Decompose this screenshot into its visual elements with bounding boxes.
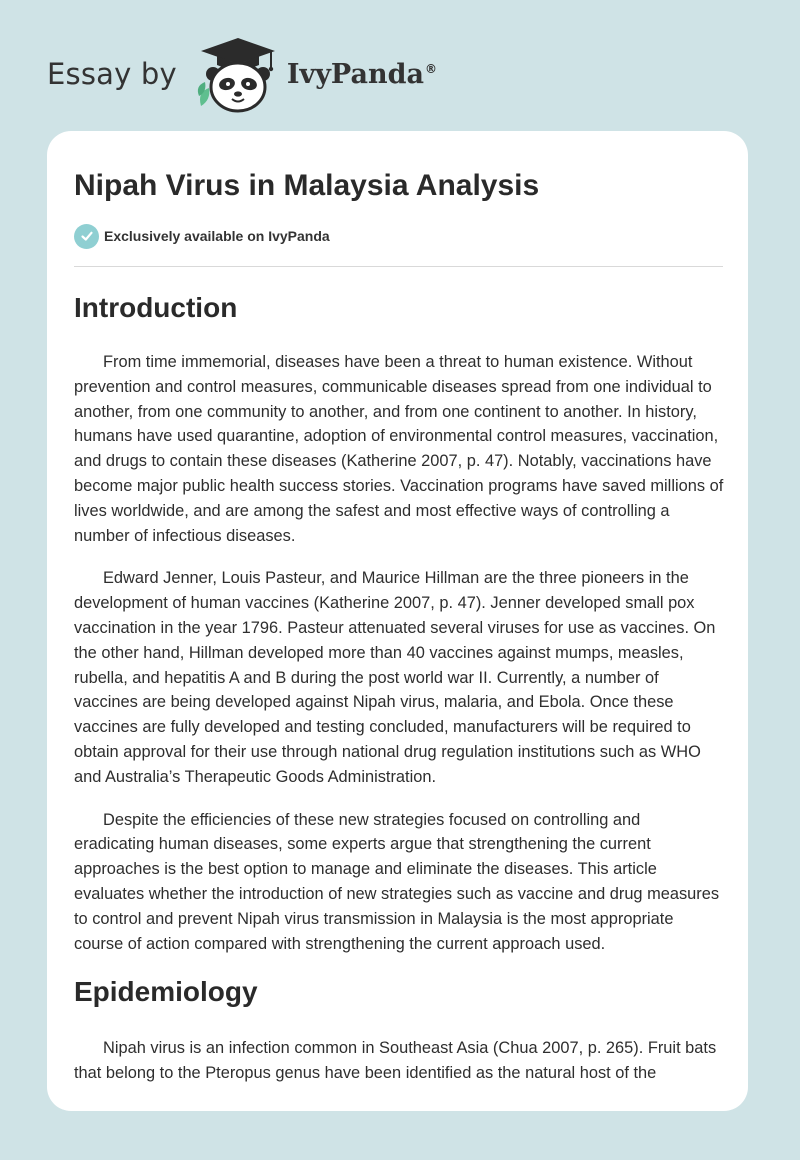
- title-divider: [74, 266, 723, 267]
- paragraph: Edward Jenner, Louis Pasteur, and Maurice Hillman are the three pioneers in the development of human vaccines (Katherine 2007, p. 47). Jenner developed small pox vaccination in the year 1796. Pasteur attenuated several viruses for use as vaccines. On the other hand, Hillman developed more than 40 vaccines against mumps, measles, rubella, and hepatitis A and B during the post world war II. Currently, a number of vaccines are being developed against Nipah virus, malaria, and Ebola. Once these vaccines are fully developed and testing concluded, manufacturers will be required to obtain approval for their use through national drug regulation institutions such as WHO and Australia’s Therapeutic Goods Administration.: [74, 569, 716, 786]
- exclusive-badge: [74, 223, 724, 249]
- brand-name-text: IvyPanda: [286, 58, 424, 90]
- brand-name: [286, 58, 437, 90]
- section-heading-epidemiology: Epidemiology: [74, 976, 258, 1008]
- panda-graduate-icon: [193, 34, 283, 114]
- paragraph: From time immemorial, diseases have been a threat to human existence. Without prevention and control measures, communicable diseases spread from one individual to another, from one community to another, and from one continent to another. In history, humans have used quarantine, adoption of environmental control measures, vaccination, and drugs to contain these diseases (Katherine 2007, p. 47). Notably, vaccinations have become major public health success stories. Vaccination programs have saved millions of lives worldwide, and are among the safest and most effective ways of controlling a number of infectious diseases.: [74, 353, 724, 545]
- exclusive-badge-label: Exclusively available on IvyPanda: [104, 228, 330, 244]
- paragraph: Despite the efficiencies of these new strategies focused on controlling and eradicating human diseases, some experts argue that strengthening the current approaches is the best option to manage and eliminate the diseases. This article evaluates whether the introduction of new strategies such as vaccine and drug measures to control and prevent Nipah virus transmission in Malaysia is the most appropriate course of action compared with strengthening the current approach used.: [74, 810, 720, 953]
- essay-card: [47, 131, 748, 1111]
- check-circle-icon: [74, 224, 99, 249]
- section-heading-introduction: Introduction: [74, 292, 238, 323]
- page-title: Nipah Virus in Malaysia Analysis: [74, 169, 540, 202]
- brand-header: [47, 34, 437, 114]
- brand-prefix: Essay by: [47, 56, 177, 91]
- registered-mark: ®: [424, 61, 437, 76]
- paragraph: Nipah virus is an infection common in Southeast Asia (Chua 2007, p. 265). Fruit bats that belong to the Pteropus genus have been identified as the natural host of the: [74, 1039, 717, 1083]
- essay-content: [74, 131, 724, 1086]
